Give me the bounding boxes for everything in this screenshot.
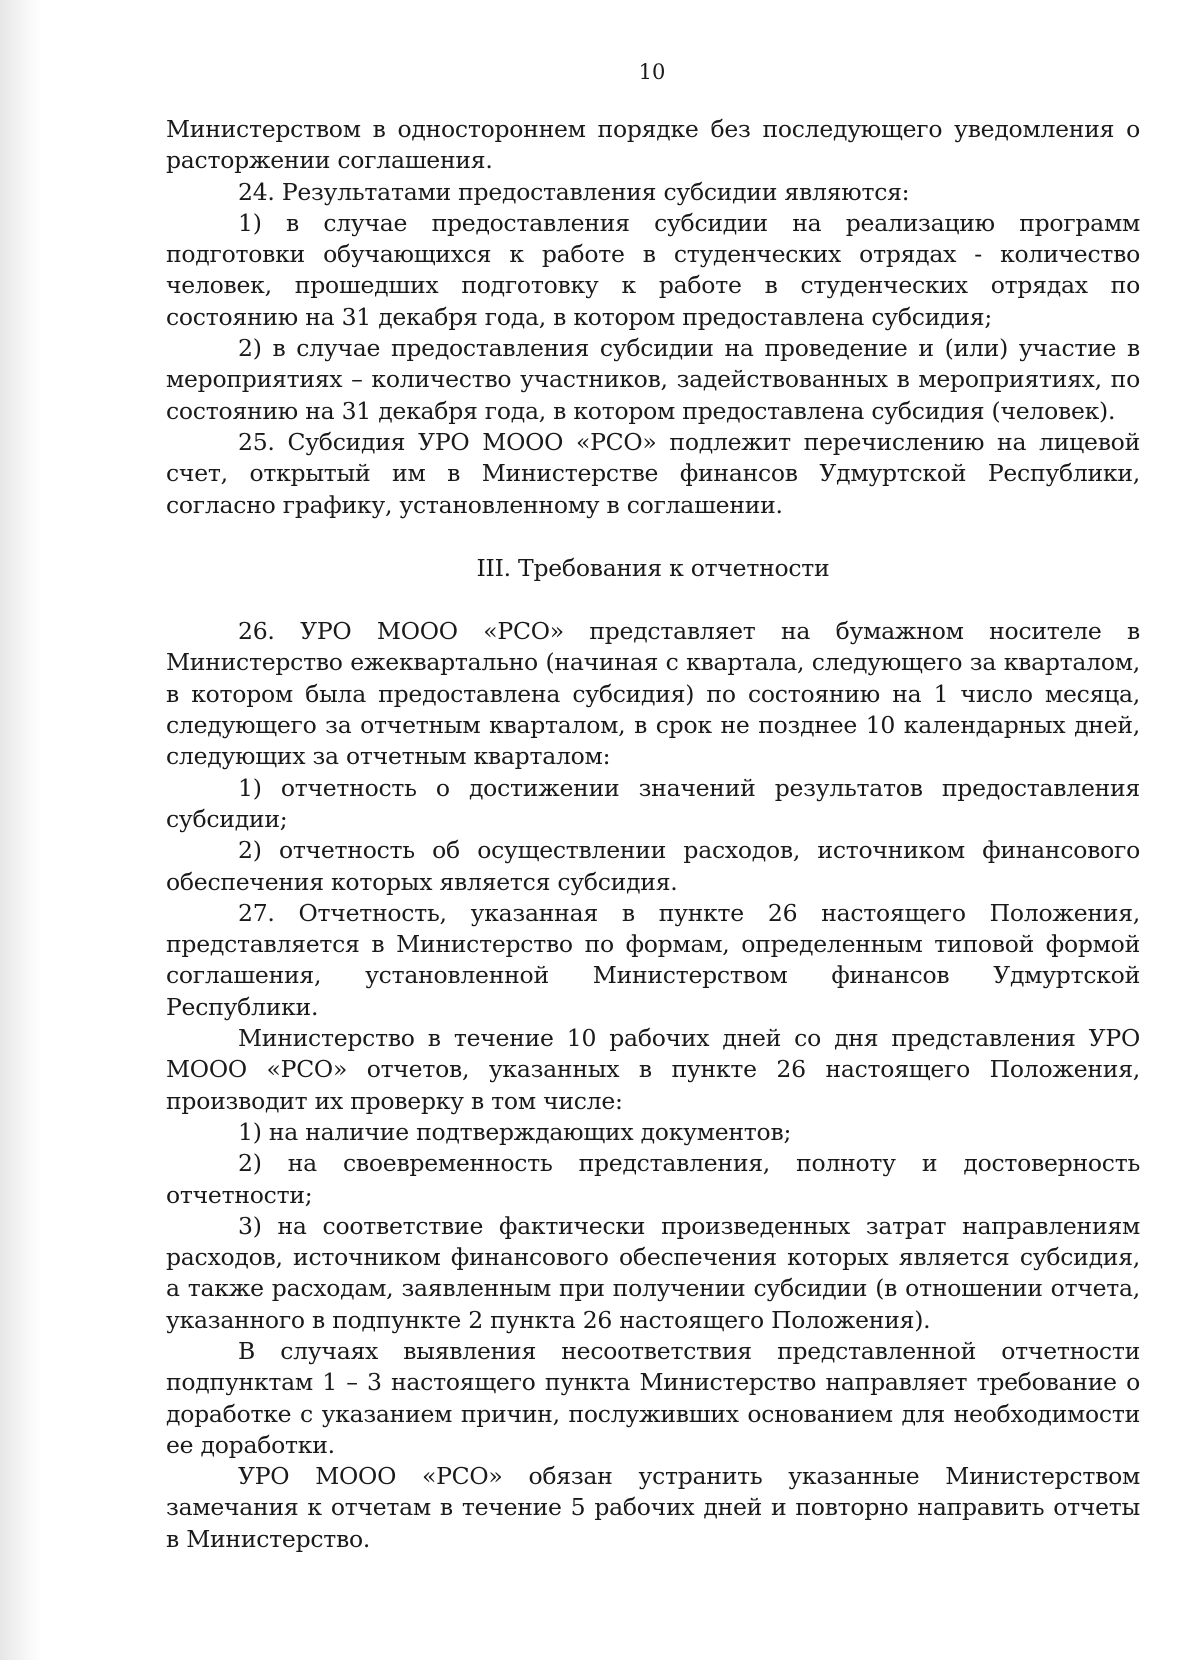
spacer — [166, 584, 1140, 616]
paragraph-item-26-1: 1) отчетность о достижении значений результатов предоставления субсидии; — [166, 773, 1140, 833]
paragraph-item-27: 27. Отчетность, указанная в пункте 26 настоящего Положения, представляется в Министерство по формам, определенным типовой формой соглашения, установленной Министерством финансов Удмуртской Республики. — [166, 898, 1140, 1021]
paragraph-item-26-2: 2) отчетность об осуществлении расходов, источником финансового обеспечения которых является субсидия. — [166, 836, 1140, 896]
paragraph-check-1: 1) на наличие подтверждающих документов; — [238, 1117, 792, 1146]
paragraph-mismatch: В случаях выявления несоответствия представленной отчетности подпунктам 1 – 3 настоящего пункта Министерство направляет требование о доработке с указанием причин, послуживших основанием для необходимости ее доработки. — [166, 1336, 1140, 1459]
paragraph-continuation: Министерством в одностороннем порядке без последующего уведомления о расторжении соглашения. — [166, 115, 1140, 175]
page-number: 10 — [638, 60, 666, 84]
document-body — [166, 114, 1140, 1555]
paragraph-correction: УРО МООО «РСО» обязан устранить указанные Министерством замечания к отчетам в течение 5 рабочих дней и повторно направить отчеты в Министерство. — [166, 1462, 1140, 1553]
paragraph-item-24-2: 2) в случае предоставления субсидии на проведение и (или) участие в мероприятиях – количество участников, задействованных в мероприятиях, по состоянию на 31 декабря года, в котором предоставлена субсидия (человек). — [166, 334, 1140, 425]
paragraph-check-3: 3) на соответствие фактически произведенных затрат направлениям расходов, источником финансового обеспечения которых является субсидия, а также расходам, заявленным при получении субсидии (в отношении отчета, указанного в подпункте 2 пункта 26 настоящего Положения). — [166, 1211, 1140, 1334]
paragraph-item-24-1: 1) в случае предоставления субсидии на реализацию программ подготовки обучающихся к работе в студенческих отрядах - количество человек, прошедших подготовку к работе в студенческих отрядах по состоянию на 31 декабря года, в котором предоставлена субсидия; — [166, 208, 1140, 331]
spacer — [166, 521, 1140, 553]
paragraph-item-25: 25. Субсидия УРО МООО «РСО» подлежит перечислению на лицевой счет, открытый им в Министерстве финансов Удмуртской Республики, согласно графику, установленному в соглашении. — [166, 427, 1140, 519]
section-heading: III. Требования к отчетности — [476, 553, 830, 582]
paragraph-check-intro: Министерство в течение 10 рабочих дней со дня представления УРО МООО «РСО» отчетов, указанных в пункте 26 настоящего Положения, производит их проверку в том числе: — [166, 1024, 1140, 1115]
paragraph-check-2: 2) на своевременность представления, полноту и достоверность отчетности; — [166, 1149, 1140, 1209]
paragraph-item-26: 26. УРО МООО «РСО» представляет на бумажном носителе в Министерство ежеквартально (начиная с квартала, следующего за кварталом, в котором была предоставлена субсидия) по состоянию на 1 число месяца, следующего за отчетным кварталом, в срок не позднее 10 календарных дней, следующих за отчетным кварталом: — [166, 617, 1140, 771]
paragraph-item-24: 24. Результатами предоставления субсидии являются: — [238, 177, 910, 206]
